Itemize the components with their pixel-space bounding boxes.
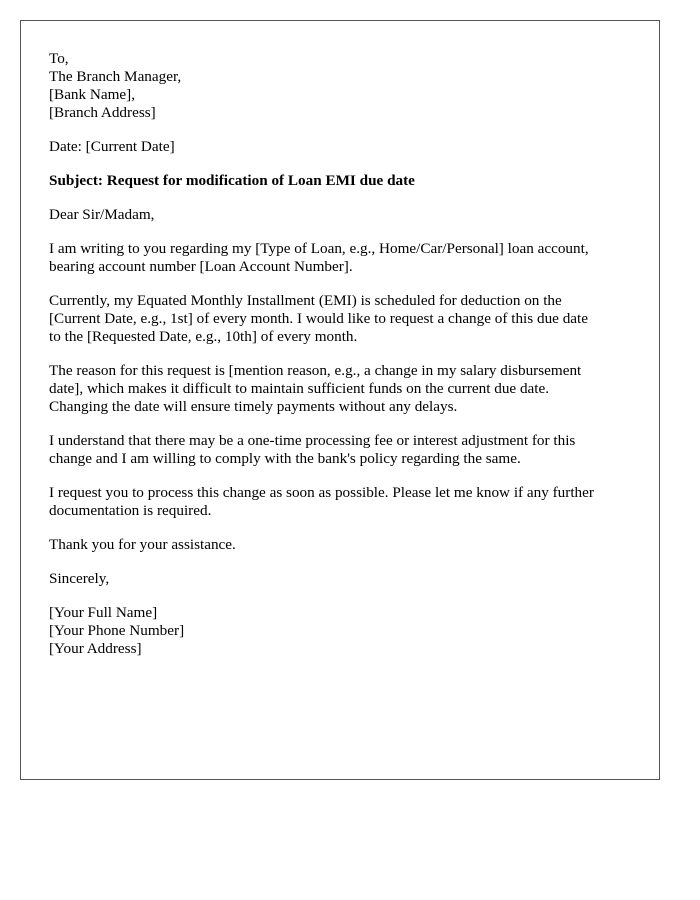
paragraph-line: Currently, my Equated Monthly Installment (EMI) is scheduled for deduction on the: [49, 292, 562, 309]
paragraph-line: I understand that there may be a one-time processing fee or interest adjustment for this: [49, 432, 576, 449]
signature-name: [Your Full Name]: [49, 604, 158, 621]
paragraph-current-emi: [49, 292, 639, 346]
recipient-title: The Branch Manager,: [49, 68, 182, 85]
letter-date: Date: [Current Date]: [49, 138, 175, 155]
closing-block: [49, 570, 639, 588]
paragraph-line: The reason for this request is [mention reason, e.g., a change in my salary disbursement: [49, 362, 582, 379]
salutation: Dear Sir/Madam,: [49, 206, 155, 223]
paragraph-line: to the [Requested Date, e.g., 10th] of every month.: [49, 328, 358, 345]
signature-address: [Your Address]: [49, 640, 142, 657]
paragraph-line: documentation is required.: [49, 502, 212, 519]
paragraph-line: change and I am willing to comply with the bank's policy regarding the same.: [49, 450, 521, 467]
recipient-branch-address: [Branch Address]: [49, 104, 156, 121]
letter-subject: Subject: Request for modification of Loan EMI due date: [49, 172, 415, 189]
paragraph-reason: [49, 362, 639, 416]
letter-frame: [20, 20, 660, 780]
paragraph-line: Thank you for your assistance.: [49, 536, 236, 553]
paragraph-line: I request you to process this change as soon as possible. Please let me know if any further: [49, 484, 594, 501]
paragraph-request: [49, 484, 639, 520]
letter-body: [49, 50, 639, 674]
recipient-block: [49, 50, 639, 122]
paragraph-line: bearing account number [Loan Account Number].: [49, 258, 353, 275]
subject-line: [49, 172, 639, 190]
date-line: [49, 138, 639, 156]
closing: Sincerely,: [49, 570, 110, 587]
paragraph-line: date], which makes it difficult to maintain sufficient funds on the current due date.: [49, 380, 550, 397]
recipient-to: To,: [49, 50, 69, 67]
recipient-bank-name: [Bank Name],: [49, 86, 136, 103]
salutation-block: [49, 206, 639, 224]
paragraph-fee: [49, 432, 639, 468]
paragraph-thanks: [49, 536, 639, 554]
signature-block: [49, 604, 639, 658]
signature-phone: [Your Phone Number]: [49, 622, 185, 639]
paragraph-loan-account: [49, 240, 639, 276]
paragraph-line: [Current Date, e.g., 1st] of every month. I would like to request a change of this due date: [49, 310, 588, 327]
paragraph-line: Changing the date will ensure timely payments without any delays.: [49, 398, 458, 415]
paragraph-line: I am writing to you regarding my [Type of Loan, e.g., Home/Car/Personal] loan account,: [49, 240, 589, 257]
